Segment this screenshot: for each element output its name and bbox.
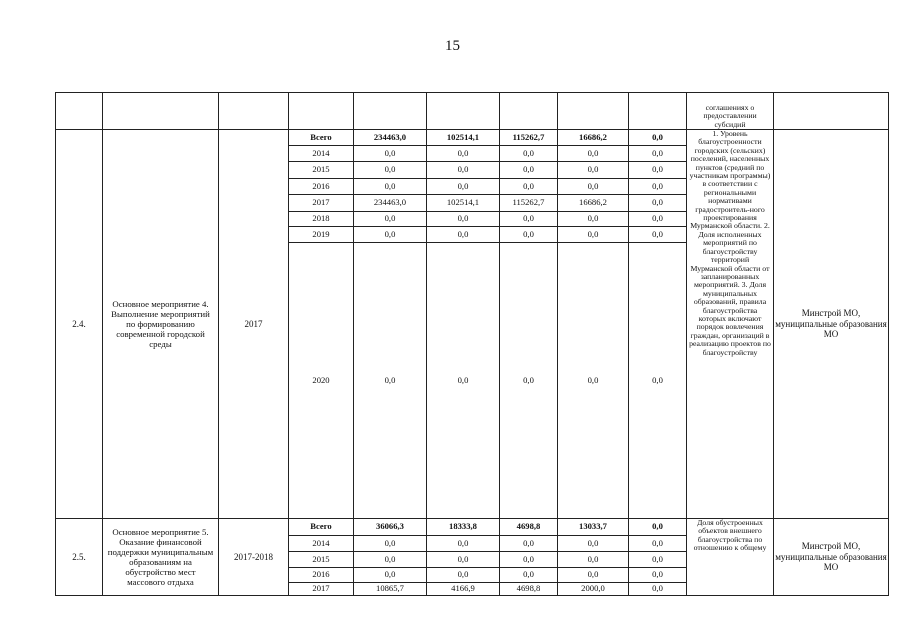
value-federal: 0,0 [500,146,558,162]
cell-empty [500,93,558,130]
year-cell: Всего [289,130,354,146]
value-other: 0,0 [629,130,687,146]
value-regional: 18333,8 [427,519,500,536]
value-local: 2000,0 [558,583,629,596]
measure-indicator: Доля обустроенных объектов внешнего благоустройства по отношению к общему [687,519,774,596]
value-other: 0,0 [629,212,687,227]
year-cell: 2017 [289,583,354,596]
measure-number: 2.5. [56,519,103,596]
value-total: 0,0 [354,146,427,162]
value-total: 36066,3 [354,519,427,536]
program-table [55,92,889,596]
value-federal: 0,0 [500,179,558,195]
value-regional: 102514,1 [427,195,500,212]
cell-empty [219,93,289,130]
value-federal: 0,0 [500,536,558,552]
table-row [56,130,889,146]
year-cell: 2018 [289,212,354,227]
value-other: 0,0 [629,519,687,536]
year-cell: 2014 [289,536,354,552]
value-total: 234463,0 [354,195,427,212]
value-total: 0,0 [354,212,427,227]
cell-empty [774,93,889,130]
table-body [56,93,889,596]
measure-term: 2017-2018 [219,519,289,596]
cell-empty [56,93,103,130]
cell-empty [427,93,500,130]
continuation-indicator: соглашениях о предоставлении субсидий [687,93,774,130]
measure-indicator: 1. Уровень благоустроенности городских (сельских) поселений, населенных пунктов (средний по участникам программы) в соответствии с региональными нормативами градостроитель-ного проектирования Мурманской области. 2. Доля исполненных мероприятий по благоустройству территорий Мурманской области от запланированных мероприятий. 3. Доля муниципальных образований, правила благоустройства которых включают порядок вовлечения граждан, организаций в реализацию проектов по благоустройству [687,130,774,519]
value-federal: 4698,8 [500,519,558,536]
value-federal: 115262,7 [500,130,558,146]
value-local: 0,0 [558,552,629,568]
year-cell: 2016 [289,568,354,583]
cell-empty [289,93,354,130]
year-cell: Всего [289,519,354,536]
year-cell: 2016 [289,179,354,195]
value-regional: 0,0 [427,243,500,519]
value-regional: 0,0 [427,568,500,583]
value-total: 0,0 [354,552,427,568]
value-other: 0,0 [629,568,687,583]
value-other: 0,0 [629,179,687,195]
value-other: 0,0 [629,162,687,179]
page-number: 15 [445,38,460,54]
value-local: 0,0 [558,212,629,227]
value-local: 13033,7 [558,519,629,536]
value-federal: 0,0 [500,568,558,583]
cell-empty [354,93,427,130]
value-local: 0,0 [558,227,629,243]
value-regional: 0,0 [427,146,500,162]
value-total: 0,0 [354,162,427,179]
value-regional: 4166,9 [427,583,500,596]
value-federal: 0,0 [500,552,558,568]
value-other: 0,0 [629,583,687,596]
cell-empty [558,93,629,130]
value-local: 0,0 [558,568,629,583]
value-total: 234463,0 [354,130,427,146]
value-regional: 0,0 [427,179,500,195]
value-regional: 0,0 [427,162,500,179]
year-cell: 2014 [289,146,354,162]
measure-name: Основное мероприятие 5. Оказание финансовой поддержки муниципальным образованиям на обустройство мест массового отдыха [103,519,219,596]
value-other: 0,0 [629,146,687,162]
value-regional: 0,0 [427,227,500,243]
table-row [56,519,889,536]
measure-name: Основное мероприятие 4. Выполнение мероприятий по формированию современной городской среды [103,130,219,519]
measure-executor: Минстрой МО, муниципальные образования МО [774,130,889,519]
value-local: 0,0 [558,162,629,179]
year-cell: 2020 [289,243,354,519]
value-local: 16686,2 [558,195,629,212]
year-cell: 2015 [289,162,354,179]
value-regional: 0,0 [427,536,500,552]
value-other: 0,0 [629,195,687,212]
value-federal: 4698,8 [500,583,558,596]
value-other: 0,0 [629,552,687,568]
year-cell: 2017 [289,195,354,212]
value-local: 0,0 [558,179,629,195]
value-other: 0,0 [629,243,687,519]
value-federal: 115262,7 [500,195,558,212]
value-regional: 102514,1 [427,130,500,146]
measure-executor: Минстрой МО, муниципальные образования МО [774,519,889,596]
continuation-row [56,93,889,130]
value-local: 0,0 [558,243,629,519]
cell-empty [629,93,687,130]
value-local: 0,0 [558,536,629,552]
value-federal: 0,0 [500,227,558,243]
year-cell: 2019 [289,227,354,243]
year-cell: 2015 [289,552,354,568]
value-regional: 0,0 [427,212,500,227]
measure-number: 2.4. [56,130,103,519]
value-other: 0,0 [629,536,687,552]
value-federal: 0,0 [500,162,558,179]
value-local: 0,0 [558,146,629,162]
value-total: 0,0 [354,179,427,195]
value-regional: 0,0 [427,552,500,568]
cell-empty [103,93,219,130]
value-total: 0,0 [354,243,427,519]
value-total: 0,0 [354,227,427,243]
value-total: 10865,7 [354,583,427,596]
value-local: 16686,2 [558,130,629,146]
value-other: 0,0 [629,227,687,243]
value-federal: 0,0 [500,243,558,519]
value-total: 0,0 [354,568,427,583]
value-total: 0,0 [354,536,427,552]
value-federal: 0,0 [500,212,558,227]
measure-term: 2017 [219,130,289,519]
